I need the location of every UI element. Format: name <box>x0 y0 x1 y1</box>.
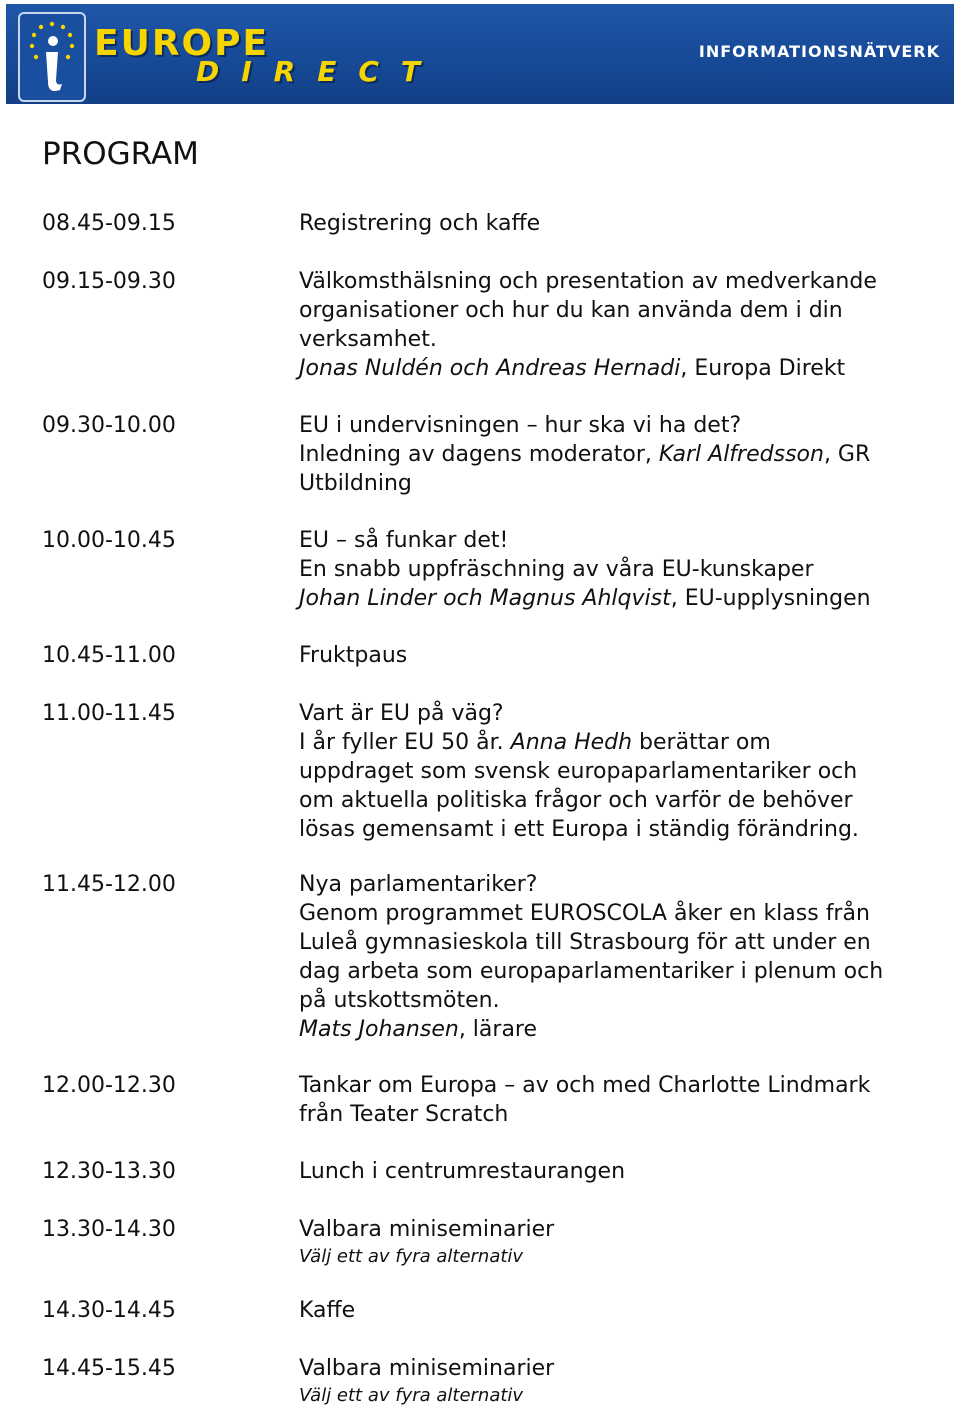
schedule-time: 09.30-10.00 <box>42 413 176 438</box>
schedule-time: 12.30-13.30 <box>42 1159 176 1184</box>
item-note: Välj ett av fyra alternativ <box>299 1385 524 1406</box>
speaker-name: Johan Linder och Magnus Ahlqvist <box>299 586 671 611</box>
page-title: PROGRAM <box>42 136 199 172</box>
schedule-item <box>299 411 944 498</box>
schedule-item <box>299 699 944 844</box>
item-title: Valbara miniseminarier <box>299 1217 555 1242</box>
schedule-item <box>299 1071 944 1129</box>
schedule-time: 14.30-14.45 <box>42 1298 176 1323</box>
schedule-time: 12.00-12.30 <box>42 1073 176 1098</box>
item-title: Kaffe <box>299 1298 356 1323</box>
item-speaker <box>299 584 944 613</box>
speaker-name: Jonas Nuldén och Andreas Hernadi <box>299 356 681 381</box>
item-line <box>299 728 944 757</box>
item-line: om aktuella politiska frågor och varför de behöver <box>299 788 853 813</box>
speaker-org: , lärare <box>458 1017 538 1042</box>
item-line: uppdraget som svensk europaparlamentariker och <box>299 759 858 784</box>
item-line: organisationer och hur du kan använda dem i din <box>299 298 843 323</box>
schedule-time: 08.45-09.15 <box>42 211 176 236</box>
line-prefix: I år fyller EU 50 år. <box>299 730 511 755</box>
schedule-item <box>299 267 944 383</box>
item-line: från Teater Scratch <box>299 1102 509 1127</box>
item-line: Välkomsthälsning och presentation av medverkande <box>299 269 877 294</box>
item-line: på utskottsmöten. <box>299 988 500 1013</box>
schedule-item <box>299 1354 944 1409</box>
brand-informationsnatverk: INFORMATIONSNÄTVERK <box>698 42 940 61</box>
speaker-name: Mats Johansen <box>299 1017 459 1042</box>
item-title: Valbara miniseminarier <box>299 1356 555 1381</box>
item-speaker <box>299 354 944 383</box>
brand-direct: DIRECT <box>196 55 442 88</box>
item-title: Lunch i centrumrestaurangen <box>299 1159 626 1184</box>
moderator-name: Karl Alfredsson <box>658 442 824 467</box>
schedule-time: 11.00-11.45 <box>42 701 176 726</box>
schedule-item <box>299 1296 944 1325</box>
speaker-name: Anna Hedh <box>510 730 633 755</box>
line-suffix: berättar om <box>632 730 771 755</box>
item-line: lösas gemensamt i ett Europa i ständig förändring. <box>299 817 859 842</box>
schedule-item <box>299 1157 944 1186</box>
schedule-time: 10.45-11.00 <box>42 643 176 668</box>
brand-europe: EUROPE <box>94 23 270 64</box>
item-title: Fruktpaus <box>299 643 408 668</box>
item-line: Utbildning <box>299 471 412 496</box>
item-title: Registrering och kaffe <box>299 211 541 236</box>
schedule-time: 10.00-10.45 <box>42 528 176 553</box>
item-title: EU i undervisningen – hur ska vi ha det? <box>299 413 742 438</box>
speaker-org: , Europa Direkt <box>680 356 846 381</box>
schedule-time: 13.30-14.30 <box>42 1217 176 1242</box>
item-line: En snabb uppfräschning av våra EU-kunskaper <box>299 557 814 582</box>
schedule-item <box>299 1215 944 1270</box>
item-line: dag arbeta som europaparlamentariker i plenum och <box>299 959 884 984</box>
moderator-prefix: Inledning av dagens moderator, <box>299 442 659 467</box>
item-line: verksamhet. <box>299 327 437 352</box>
item-title: Nya parlamentariker? <box>299 872 538 897</box>
schedule-item <box>299 870 944 1044</box>
item-speaker <box>299 1015 944 1044</box>
speaker-org: , EU-upplysningen <box>670 586 871 611</box>
item-line: Luleå gymnasieskola till Strasbourg för att under en <box>299 930 871 955</box>
item-title: EU – så funkar det! <box>299 528 509 553</box>
item-line: Genom programmet EUROSCOLA åker en klass från <box>299 901 870 926</box>
schedule-item <box>299 526 944 613</box>
schedule-time: 09.15-09.30 <box>42 269 176 294</box>
item-moderator <box>299 440 944 469</box>
moderator-org: , GR <box>823 442 871 467</box>
item-title: Vart är EU på väg? <box>299 701 504 726</box>
schedule-item <box>299 641 944 670</box>
item-title: Tankar om Europa – av och med Charlotte Lindmark <box>299 1073 871 1098</box>
schedule-time: 14.45-15.45 <box>42 1356 176 1381</box>
schedule-time: 11.45-12.00 <box>42 872 176 897</box>
schedule-item <box>299 209 944 238</box>
item-note: Välj ett av fyra alternativ <box>299 1246 524 1267</box>
